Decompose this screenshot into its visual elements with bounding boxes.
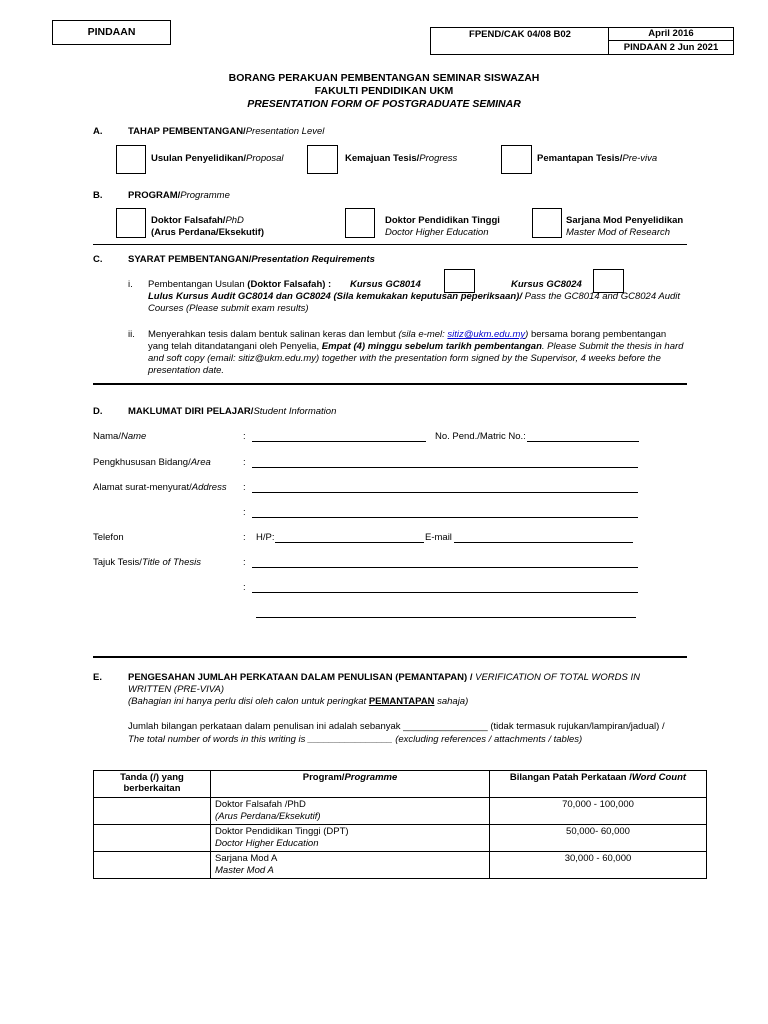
matric-field[interactable] [527, 431, 639, 442]
area-label-ms: Pengkhususan Bidang/ [93, 457, 191, 468]
programme-cell [211, 825, 490, 852]
thesis-field-1[interactable] [252, 557, 638, 568]
req-i-audit: Lulus Kursus Audit GC8014 dan GC8024 (Sila kemukakan keputusan peperiksaan)/ [148, 291, 522, 302]
area-label-en: Area [190, 457, 211, 468]
phone-colon: : [243, 532, 246, 543]
option-proposal [151, 153, 284, 164]
hp-label: H/P: [256, 532, 275, 543]
req-i-line3: Courses (Please submit exam results) [148, 303, 309, 314]
section-d-heading [128, 406, 336, 417]
address-label [93, 482, 227, 493]
option-master-label: Sarjana Mod Penyelidikan [566, 215, 684, 226]
req-ii-text4: . Please Submit the thesis in hard [541, 341, 684, 352]
title-line2: FAKULTI PENDIDIKAN UKM [314, 85, 454, 97]
programme-name: Doktor Pendidikan Tinggi (DPT) [215, 826, 349, 837]
section-e-title: PENGESAHAN JUMLAH PERKATAAN DALAM PENULISAN (PEMANTAPAN) / [128, 672, 476, 683]
address-field-2[interactable] [252, 507, 638, 518]
section-b-letter: B. [93, 190, 103, 201]
req-ii-deadline: Empat (4) minggu sebelum tarikh pembentangan [321, 341, 542, 352]
req-ii-line2 [148, 341, 683, 352]
name-field[interactable] [252, 431, 426, 442]
phone-label: Telefon [93, 532, 124, 543]
option-phd-label: Doktor Falsafah/ [151, 215, 226, 226]
col-programme [211, 771, 490, 798]
note-text-b: PEMANTAPAN [368, 696, 435, 707]
tick-cell-master[interactable] [94, 852, 211, 879]
req-ii-email-prefix: (sila e-mel: [398, 329, 448, 340]
option-master [566, 215, 683, 239]
table-header-row [94, 771, 707, 798]
thesis-label-ms: Tajuk Tesis/ [93, 557, 142, 568]
table-row [94, 852, 707, 879]
name-label [93, 431, 146, 442]
word-count-cell: 70,000 - 100,000 [490, 798, 707, 825]
area-colon: : [243, 457, 246, 468]
thesis-colon-1: : [243, 557, 246, 568]
option-phd [151, 215, 264, 239]
col-word-count-en: Word Count [631, 772, 687, 783]
col-tick: Tanda (/) yang berberkaitan [94, 771, 211, 798]
checkbox-dpt[interactable] [345, 208, 375, 238]
col-word-count [490, 771, 707, 798]
word-count-line-en: The total number of words in this writing is ________________ (excluding references / attachments / tables) [128, 734, 583, 745]
col-word-count-ms: Bilangan Patah Perkataan / [509, 772, 632, 783]
section-c-title: SYARAT PEMBENTANGAN/ [128, 254, 252, 265]
section-d-title-en: Student Information [253, 406, 337, 417]
tick-cell-phd[interactable] [94, 798, 211, 825]
option-previva-label: Pemantapan Tesis/ [537, 153, 623, 164]
area-field[interactable] [252, 457, 638, 468]
course-gc8024-label: Kursus GC8024 [511, 279, 582, 290]
option-previva-label-en: Pre-viva [622, 153, 658, 164]
option-dpt [385, 215, 500, 239]
thesis-label-en: Title of Thesis [141, 557, 201, 568]
checkbox-proposal[interactable] [116, 145, 146, 174]
hp-field[interactable] [275, 532, 424, 543]
section-e-letter: E. [93, 672, 102, 683]
title-line1: BORANG PERAKUAN PEMBENTANGAN SEMINAR SISWAZAH [228, 72, 540, 84]
reference-code: FPEND/CAK 04/08 B02 [469, 29, 571, 40]
section-a-title: TAHAP PEMBENTANGAN/ [128, 126, 246, 137]
reference-code-box [430, 27, 610, 55]
col-programme-ms: Program/ [302, 772, 345, 783]
option-dpt-sub: Doctor Higher Education [385, 227, 489, 238]
section-c-heading [128, 254, 375, 265]
thesis-colon-2: : [243, 582, 246, 593]
section-e-title-en-2: WRITTEN (PRE-VIVA) [128, 684, 225, 695]
checkbox-master[interactable] [532, 208, 562, 238]
req-ii-line3: and soft copy (email: sitiz@ukm.edu.my) together with the presentation form signed by the Supervisor, 4 weeks before the [148, 353, 661, 364]
option-proposal-label-en: Proposal [246, 153, 284, 164]
matric-label: No. Pend./Matric No.: [435, 431, 526, 442]
req-ii-number: ii. [128, 329, 135, 340]
programme-cell [211, 852, 490, 879]
programme-name-en: Doctor Higher Education [215, 838, 319, 849]
checkbox-gc8014[interactable] [444, 269, 475, 293]
req-i-line2 [148, 291, 680, 302]
checkbox-progress[interactable] [307, 145, 338, 174]
col-programme-en: Programme [344, 772, 398, 783]
programme-name: Doktor Falsafah /PhD [215, 799, 306, 810]
thesis-label [93, 557, 201, 568]
name-label-en: Name [120, 431, 147, 442]
section-b-title-en: Programme [180, 190, 230, 201]
email-label: E-mail [425, 532, 452, 543]
option-previva [537, 153, 657, 164]
divider-d [93, 656, 687, 658]
programme-name-en: Master Mod A [215, 865, 274, 876]
req-i-text: Pembentangan Usulan [148, 279, 248, 290]
area-label [93, 457, 211, 468]
section-d-letter: D. [93, 406, 103, 417]
revision-date: PINDAAN 2 Jun 2021 [623, 42, 719, 53]
programme-cell [211, 798, 490, 825]
checkbox-gc8024[interactable] [593, 269, 624, 293]
address-label-ms: Alamat surat-menyurat/ [93, 482, 192, 493]
thesis-field-3[interactable] [256, 607, 636, 618]
word-count-cell: 30,000 - 60,000 [490, 852, 707, 879]
table-row [94, 825, 707, 852]
name-colon: : [243, 431, 246, 442]
req-i-audit-en: Pass the GC8014 and GC8024 Audit [521, 291, 681, 302]
title-line3: PRESENTATION FORM OF POSTGRADUATE SEMINAR [247, 98, 521, 110]
section-e-title-en: VERIFICATION OF TOTAL WORDS IN [475, 672, 640, 683]
thesis-field-2[interactable] [252, 582, 638, 593]
option-phd-label-en: PhD [225, 215, 244, 226]
req-ii-line1 [148, 329, 666, 340]
req-i-line1 [148, 279, 331, 290]
email-link[interactable]: sitiz@ukm.edu.my [447, 329, 526, 340]
table-row [94, 798, 707, 825]
checkbox-phd[interactable] [116, 208, 146, 238]
option-proposal-label: Usulan Penyelidikan/ [151, 153, 247, 164]
option-progress-label: Kemajuan Tesis/ [345, 153, 420, 164]
section-e-heading [128, 672, 640, 683]
word-count-table [93, 770, 707, 879]
req-ii-text3: yang telah ditandatangani oleh Penyelia, [148, 341, 322, 352]
section-d-title: MAKLUMAT DIRI PELAJAR/ [128, 406, 254, 417]
req-i-number: i. [128, 279, 133, 290]
req-i-program: (Doktor Falsafah) : [247, 279, 332, 290]
section-b-heading [128, 190, 230, 201]
option-progress [345, 153, 457, 164]
date-box [608, 27, 734, 41]
divider-c [93, 383, 687, 385]
tick-cell-dpt[interactable] [94, 825, 211, 852]
checkbox-previva[interactable] [501, 145, 532, 174]
option-phd-sub: (Arus Perdana/Eksekutif) [151, 227, 264, 238]
address-colon-1: : [243, 482, 246, 493]
pindaan-box [52, 20, 171, 45]
word-count-cell: 50,000- 60,000 [490, 825, 707, 852]
form-date: April 2016 [648, 28, 694, 39]
section-c-title-en: Presentation Requirements [251, 254, 375, 265]
req-ii-email-suffix: ) [525, 329, 529, 340]
section-a-heading [128, 126, 324, 137]
revision-box [608, 40, 734, 55]
address-field-1[interactable] [252, 482, 638, 493]
option-dpt-label: Doktor Pendidikan Tinggi [385, 215, 500, 226]
option-progress-label-en: Progress [419, 153, 458, 164]
programme-name-en: (Arus Perdana/Eksekutif) [215, 811, 321, 822]
req-ii-text1: Menyerahkan tesis dalam bentuk salinan keras dan lembut [148, 329, 399, 340]
option-master-sub: Master Mod of Research [566, 227, 671, 238]
word-count-line-ms: Jumlah bilangan perkataan dalam penulisan ini adalah sebanyak ________________ (tidak termasuk rujukan/lampiran/jadual) / [128, 721, 665, 732]
section-a-letter: A. [93, 126, 103, 137]
req-ii-text2: bersama borang pembentangan [528, 329, 667, 340]
pindaan-label: PINDAAN [87, 26, 136, 38]
section-c-letter: C. [93, 254, 103, 265]
email-field[interactable] [454, 532, 633, 543]
address-label-en: Address [191, 482, 227, 493]
note-text-a: (Bahagian ini hanya perlu disi oleh calon untuk peringkat [128, 696, 369, 707]
note-text-c: sahaja) [434, 696, 469, 707]
name-label-ms: Nama/ [93, 431, 121, 442]
req-ii-line4: presentation date. [148, 365, 225, 376]
divider-b [93, 244, 687, 245]
programme-name: Sarjana Mod A [215, 853, 278, 864]
section-a-title-en: Presentation Level [245, 126, 325, 137]
course-gc8014-label: Kursus GC8014 [350, 279, 421, 290]
address-colon-2: : [243, 507, 246, 518]
section-e-note [128, 696, 468, 707]
section-b-title: PROGRAM/ [128, 190, 181, 201]
